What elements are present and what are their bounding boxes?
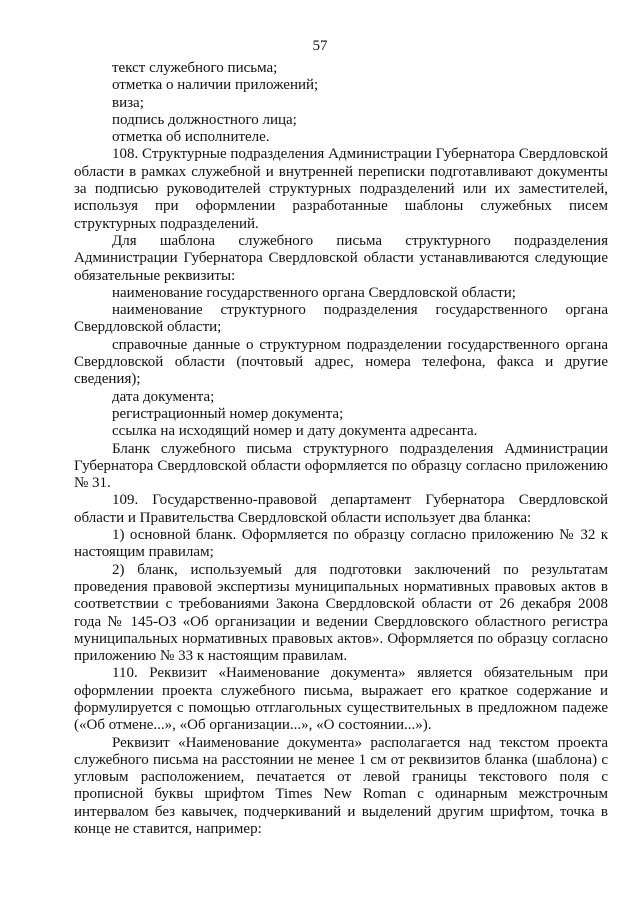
paragraph: Для шаблона служебного письма структурного подразделения Администрации Губернатора Свердловской области устанавливаются следующие обязательные реквизиты: [74,232,608,284]
list-item: текст служебного письма; [112,60,278,76]
list-item: подпись должностного лица; [112,111,297,128]
requisite-item: наименование государственного органа Свердловской области; [112,284,516,301]
requisite-item: справочные данные о структурном подразделении государственного органа Свердловской области (почтовый адрес, номера телефона, факса и другие сведения); [74,336,608,388]
paragraph: Бланк служебного письма структурного подразделения Администрации Губернатора Свердловской области оформляется по образцу согласно приложению № 31. [74,440,608,492]
paragraph-108: 108. Структурные подразделения Администрации Губернатора Свердловской области в рамках служебной и внутренней переписки подготавливают документы за подписью руководителей структурных подразделений или их заместителей, используя при оформлении разработанные шаблоны служебных писем структурных подразделений. [74,146,608,232]
list-item: виза; [112,94,144,111]
requisite-item: дата документа; [112,388,215,405]
list-item: 1) основной бланк. Оформляется по образцу согласно приложению № 32 к настоящим правилам; [74,527,608,561]
paragraph: Реквизит «Наименование документа» располагается над текстом проекта служебного письма на расстоянии не менее 1 см от реквизитов бланка (шаблона) с угловым расположением, печатается от левой границы текстового поля с прописной буквы шрифтом Times New Roman с одинарным межстрочным интервалом без кавычек, подчеркиваний и выделений другим шрифтом, точка в конце не ставится, например: [74,734,608,838]
requisite-item: наименование структурного подразделения государственного органа Свердловской области; [74,302,608,336]
document-body [74,60,608,838]
requisite-item: регистрационный номер документа; [112,405,344,422]
list-item: отметка об исполнителе. [112,129,270,146]
list-item: 2) бланк, используемый для подготовки заключений по результатам проведения правовой экспертизы муниципальных нормативных правовых актов в соответствии с требованиями Закона Свердловской области от 26 декабря 2008 года № 145-ОЗ «Об организации и ведении Свердловского областного регистра муниципальных нормативных правовых актов». Оформляется по образцу согласно приложению № 33 к настоящим правилам. [74,561,608,665]
requisite-item: ссылка на исходящий номер и дату документа адресанта. [112,423,478,440]
list-item: отметка о наличии приложений; [112,77,319,94]
paragraph-109: 109. Государственно-правовой департамент Губернатора Свердловской области и Правительства Свердловской области использует два бланка: [74,492,608,526]
page-number: 57 [312,38,328,54]
paragraph-110: 110. Реквизит «Наименование документа» является обязательным при оформлении проекта служебного письма, выражает его краткое содержание и формулируется с помощью отглагольных существительных в предложном падеже («Об отмене...», «Об организации...», «О состоянии...»). [74,665,608,734]
